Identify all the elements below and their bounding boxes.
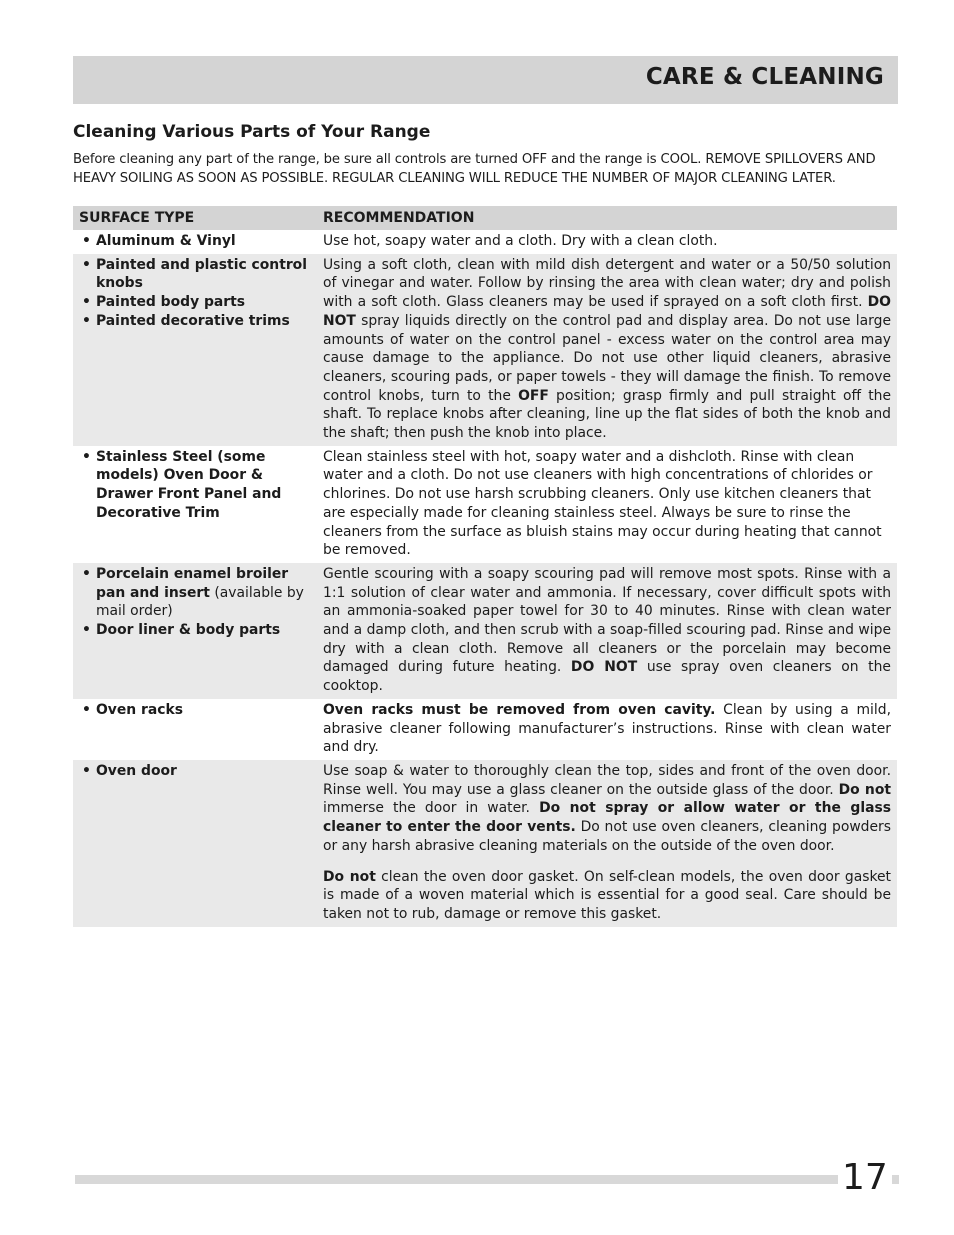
surface-list: [79, 762, 312, 781]
recommendation-cell: Use hot, soapy water and a cloth. Dry with a clean cloth.: [316, 230, 897, 254]
surface-item: • Aluminum & Vinyl: [82, 233, 236, 249]
recommendation-cell: Oven racks must be removed from oven cavity. Clean by using a mild, abrasive cleaner following manufacturer’s instructions. Rinse with clean water and dry.: [316, 699, 897, 760]
header-bar: [73, 56, 898, 104]
footer-bar: [75, 1175, 899, 1184]
surface-cell: [73, 446, 316, 563]
table-row: [73, 563, 897, 699]
recommendation-paragraph: Use soap & water to thoroughly clean the top, sides and front of the oven door. Rinse well. You may use a glass cleaner on the outside glass of the door. Do not immerse the door in water. Do not spray or allow water or the glass cleaner to enter the door vents. Do not use oven cleaners, cleaning powders or any harsh abrasive cleaning materials on the outside of the oven door.: [323, 762, 891, 854]
surface-list: [79, 448, 312, 523]
section-title: Cleaning Various Parts of Your Range: [73, 122, 431, 142]
surface-cell: [73, 230, 316, 254]
surface-cell: [73, 563, 316, 699]
recommendation-cell: Clean stainless steel with hot, soapy water and a dishcloth. Rinse with clean water and a cloth. Do not use cleaners with high concentrations of chlorides or chlorines. Do not use harsh scrubbing cleaners. Only use kitchen cleaners that are especially made for cleaning stainless steel. Always be sure to rinse the cleaners from the surface as bluish stains may occur during heating that cannot be removed.: [316, 446, 897, 563]
surface-list: [79, 232, 312, 251]
table-row: [73, 699, 897, 760]
surface-list: [79, 565, 312, 640]
cleaning-table: [73, 206, 897, 927]
surface-item: • Oven door: [82, 762, 177, 779]
recommendation-cell: Using a soft cloth, clean with mild dish detergent and water or a 50/50 solution of vinegar and water. Follow by rinsing the area with clean water; dry and polish with a soft cloth. Glass cleaners may be used if sprayed on a soft cloth first. DO NOT spray liquids directly on the control pad and display area. Do not use large amounts of water on the control panel - excess water on the control area may cause damage to the appliance. Do not use other liquid cleaners, abrasive cleaners, scouring pads, or paper towels - they will damage the finish. To remove control knobs, turn to the OFF position; grasp firmly and pull straight off the shaft. To replace knobs after cleaning, line up the flat sides of both the knob and the shaft; then push the knob into place.: [316, 254, 897, 446]
surface-cell: [73, 254, 316, 446]
page-title: CARE & CLEANING: [645, 64, 884, 90]
surface-item: • Painted decorative trims: [82, 312, 290, 329]
surface-list: [79, 701, 312, 720]
surface-item: • Stainless Steel (some models) Oven Door & Drawer Front Panel and Decorative Trim: [82, 448, 282, 521]
surface-item: • Painted body parts: [82, 294, 246, 311]
intro-paragraph: Before cleaning any part of the range, be sure all controls are turned OFF and the range is COOL. REMOVE SPILLOVERS AND HEAVY SOILING AS SOON AS POSSIBLE. REGULAR CLEANING WILL REDUCE THE NUMBER OF MAJOR CLEANING LATER.: [73, 152, 876, 186]
surface-item: • Oven racks: [82, 701, 183, 718]
page-number: 17: [838, 1158, 892, 1198]
surface-item: • Door liner & body parts: [82, 622, 281, 639]
recommendation-cell: Gentle scouring with a soapy scouring pad will remove most spots. Rinse with a 1:1 solution of clear water and ammonia. If necessary, cover difficult spots with an ammonia-soaked paper towel for 30 to 40 minutes. Rinse with clean water and a damp cloth, and then scrub with a soap-filled scouring pad. Rinse and wipe dry with a clean cloth. Remove all cleaners or the porcelain may become damaged during future heating. DO NOT use spray oven cleaners on the cooktop.: [316, 563, 897, 699]
header-surface-type: SURFACE TYPE: [73, 206, 316, 230]
surface-item: • Porcelain enamel broiler pan and insert (available by mail order): [82, 565, 304, 620]
table-row: [73, 446, 897, 563]
surface-list: [79, 256, 312, 331]
table-row: [73, 230, 897, 254]
table-row: [73, 760, 897, 927]
table-row: [73, 254, 897, 446]
surface-cell: [73, 760, 316, 927]
recommendation-paragraph: Do not clean the oven door gasket. On self-clean models, the oven door gasket is made of a woven material which is essential for a good seal. Care should be taken not to rub, damage or remove this gasket.: [323, 868, 891, 922]
surface-cell: [73, 699, 316, 760]
surface-item: • Painted and plastic control knobs: [82, 256, 307, 292]
header-recommendation: RECOMMENDATION: [316, 206, 897, 230]
table-header-row: [73, 206, 897, 230]
recommendation-cell: [316, 760, 897, 927]
